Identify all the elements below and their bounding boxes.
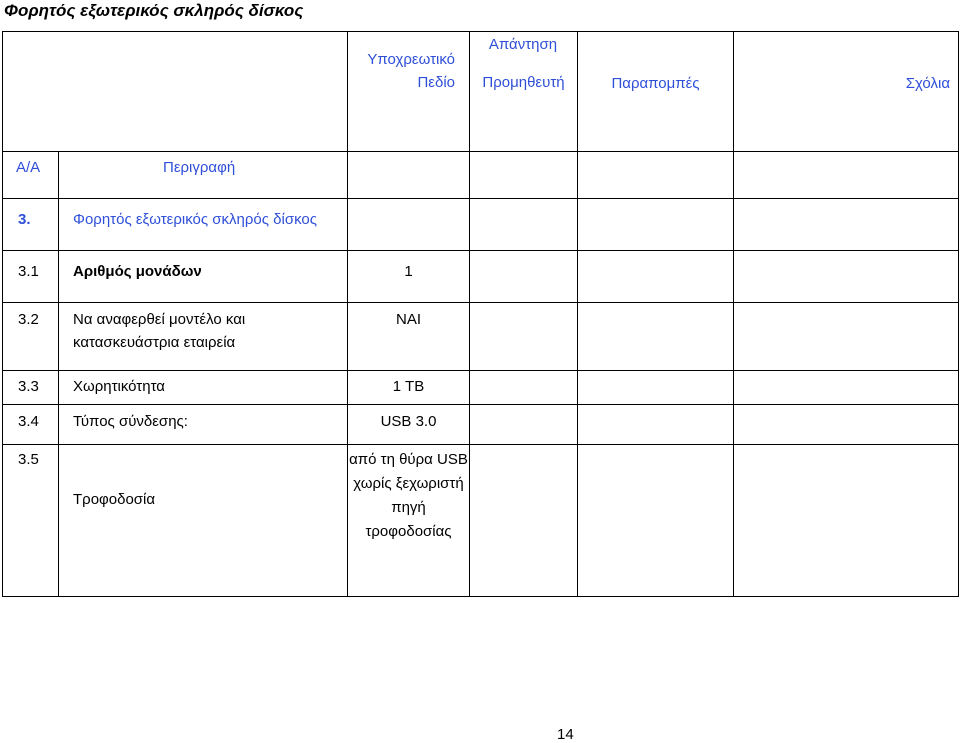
spec-table [2, 31, 959, 597]
header-mandatory-line1: Υποχρεωτικό [367, 51, 455, 68]
header-references: Παραπομπές [578, 32, 734, 152]
row-mandatory: 1 [348, 251, 470, 303]
row-description: Τροφοδοσία [59, 445, 348, 597]
header-mandatory [348, 32, 470, 152]
header-aa: Α/Α [3, 152, 59, 199]
row-number: 3.2 [3, 303, 59, 371]
section-title: Φορητός εξωτερικός σκληρός δίσκος [59, 199, 348, 251]
row-mandatory: ΝΑΙ [348, 303, 470, 371]
header-row-2 [3, 152, 959, 199]
table-row [3, 445, 959, 597]
header-empty-cell [3, 32, 348, 152]
row-mandatory: 1 ΤΒ [348, 371, 470, 405]
table-row [3, 303, 959, 371]
page-number: 14 [557, 726, 574, 743]
header-mandatory-line2: Πεδίο [417, 74, 455, 91]
row-number: 3.4 [3, 405, 59, 445]
table-row [3, 371, 959, 405]
row-description: Τύπος σύνδεσης: [59, 405, 348, 445]
table-row [3, 251, 959, 303]
section-row [3, 199, 959, 251]
row-description: Χωρητικότητα [59, 371, 348, 405]
row-description: Να αναφερθεί μοντέλο και κατασκευάστρια εταιρεία [59, 303, 348, 371]
document-title: Φορητός εξωτερικός σκληρός δίσκος [4, 1, 304, 20]
row-mandatory: από τη θύρα USB χωρίς ξεχωριστή πηγή τροφοδοσίας [348, 445, 470, 597]
header-description: Περιγραφή [59, 152, 348, 199]
row-number: 3.3 [3, 371, 59, 405]
section-number: 3. [3, 199, 59, 251]
header-answer-label: Απάντηση [488, 36, 558, 53]
row-number: 3.1 [3, 251, 59, 303]
table-row [3, 405, 959, 445]
row-number: 3.5 [3, 445, 59, 597]
row-description: Αριθμός μονάδων [59, 251, 348, 303]
row-mandatory: USB 3.0 [348, 405, 470, 445]
header-supplier: Προμηθευτή [482, 74, 565, 91]
header-comments: Σχόλια [734, 32, 959, 152]
